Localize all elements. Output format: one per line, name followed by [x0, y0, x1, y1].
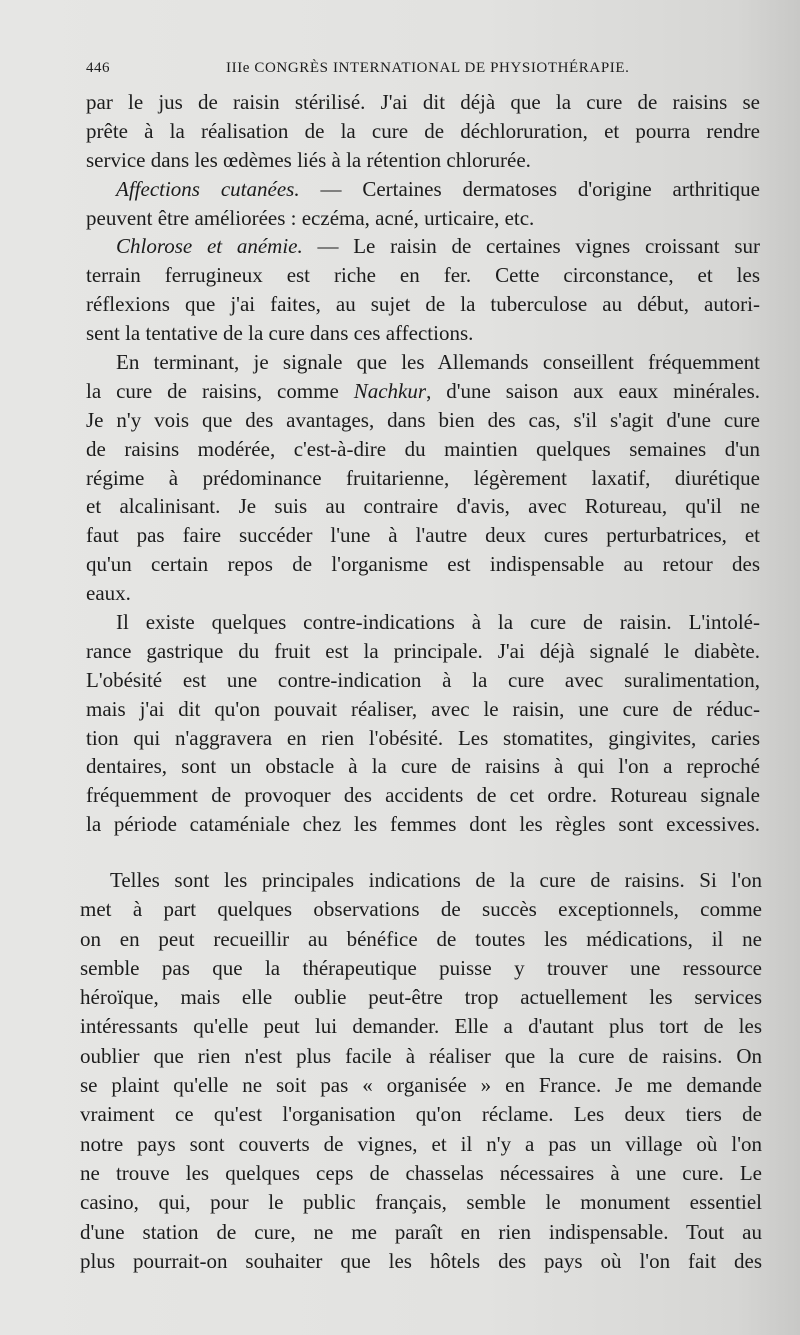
text-line-italic-lead: Affections cutanées. — Certaines dermatoses d'origine arthritique: [116, 176, 761, 201]
text-line: oublier que rien n'est plus facile à réaliser que la cure de raisins. On: [80, 1043, 762, 1068]
text-line: qu'un certain repos de l'organisme est indispensable au retour des: [86, 552, 760, 577]
text-line: héroïque, mais elle oublie peut-être trop actuellement les services: [80, 985, 762, 1010]
body-text-upper: [86, 88, 760, 839]
text-line: semble pas que la thérapeutique puisse y trouver une ressource: [80, 955, 762, 980]
text-line: Je n'y vois que des avantages, dans bien des cas, s'il s'agit d'une cure: [86, 407, 760, 432]
text-line: mais j'ai dit qu'on pouvait réaliser, avec le raisin, une cure de réduc-: [86, 696, 760, 721]
text-line: tion qui n'aggravera en rien l'obésité. Les stomatites, gingivites, caries: [86, 725, 760, 750]
text-line: se plaint qu'elle ne soit pas « organisée » en France. Je me demande: [80, 1073, 762, 1098]
text-line: terrain ferrugineux est riche en fer. Cette circonstance, et les: [86, 263, 760, 288]
text-line: L'obésité est une contre-indication à la cure avec suralimentation,: [86, 667, 760, 692]
text-line: sent la tentative de la cure dans ces affections.: [86, 321, 474, 346]
text-line: peuvent être améliorées : eczéma, acné, urticaire, etc.: [86, 205, 535, 230]
text-line: et alcalinisant. Je suis au contraire d'avis, avec Rotureau, qu'il ne: [86, 494, 760, 519]
page-number: 446: [86, 60, 110, 76]
text-line: vraiment ce qu'est l'organisation qu'on réclame. Les deux tiers de: [80, 1102, 762, 1127]
text-line: service dans les œdèmes liés à la rétention chlorurée.: [86, 147, 531, 172]
text-line: d'une station de cure, ne me paraît en rien indispensable. Tout au: [80, 1219, 762, 1244]
text-line: fréquemment de provoquer des accidents de cet ordre. Rotureau signale: [86, 783, 760, 808]
body-text-lower: [80, 866, 762, 1276]
page-header: [86, 60, 766, 86]
text-line: plus pourrait-on souhaiter que les hôtels des pays où l'on fait des: [80, 1248, 762, 1273]
text-line: on en peut recueillir au bénéfice de toutes les médications, il ne: [80, 926, 762, 951]
text-line-italic-lead: Chlorose et anémie. — Le raisin de certaines vignes croissant sur: [116, 234, 760, 259]
text-line: de raisins modérée, c'est-à-dire du maintien quelques semaines d'un: [86, 436, 760, 461]
text-line: rance gastrique du fruit est la principale. J'ai déjà signalé le diabète.: [86, 638, 760, 663]
text-line: Telles sont les principales indications de la cure de raisins. Si l'on: [110, 868, 762, 892]
text-line: Il existe quelques contre-indications à la cure de raisin. L'intolé-: [116, 610, 760, 635]
text-line: En terminant, je signale que les Allemands conseillent fréquemment: [116, 350, 760, 375]
text-line: prête à la réalisation de la cure de déchloruration, et pourra rendre: [86, 118, 760, 143]
text-line: met à part quelques observations de succès exceptionnels, comme: [80, 897, 762, 922]
text-line: notre pays sont couverts de vignes, et il n'y a pas un village où l'on: [80, 1131, 762, 1156]
text-line: régime à prédominance fruitarienne, légèrement laxatif, diurétique: [86, 465, 760, 490]
text-line: dentaires, sont un obstacle à la cure de raisins à qui l'on a reproché: [86, 754, 760, 779]
text-line: la cure de raisins, comme Nachkur, d'une saison aux eaux minérales.: [86, 378, 760, 403]
running-head: IIIe CONGRÈS INTERNATIONAL DE PHYSIOTHÉRAPIE.: [226, 60, 630, 76]
text-line: par le jus de raisin stérilisé. J'ai dit déjà que la cure de raisins se: [86, 90, 760, 114]
text-line: faut pas faire succéder l'une à l'autre deux cures perturbatrices, et: [86, 523, 760, 548]
text-line: intéressants qu'elle peut lui demander. Elle a d'autant plus tort de les: [80, 1014, 762, 1039]
text-line: ne trouve les quelques ceps de chasselas nécessaires à une cure. Le: [80, 1160, 762, 1185]
text-line: casino, qui, pour le public français, semble le monument essentiel: [80, 1190, 762, 1215]
text-line: réflexions que j'ai faites, au sujet de la tuberculose au début, autori-: [86, 292, 760, 317]
text-line: eaux.: [86, 581, 131, 606]
text-line: la période cataméniale chez les femmes dont les règles sont excessives.: [86, 812, 760, 837]
